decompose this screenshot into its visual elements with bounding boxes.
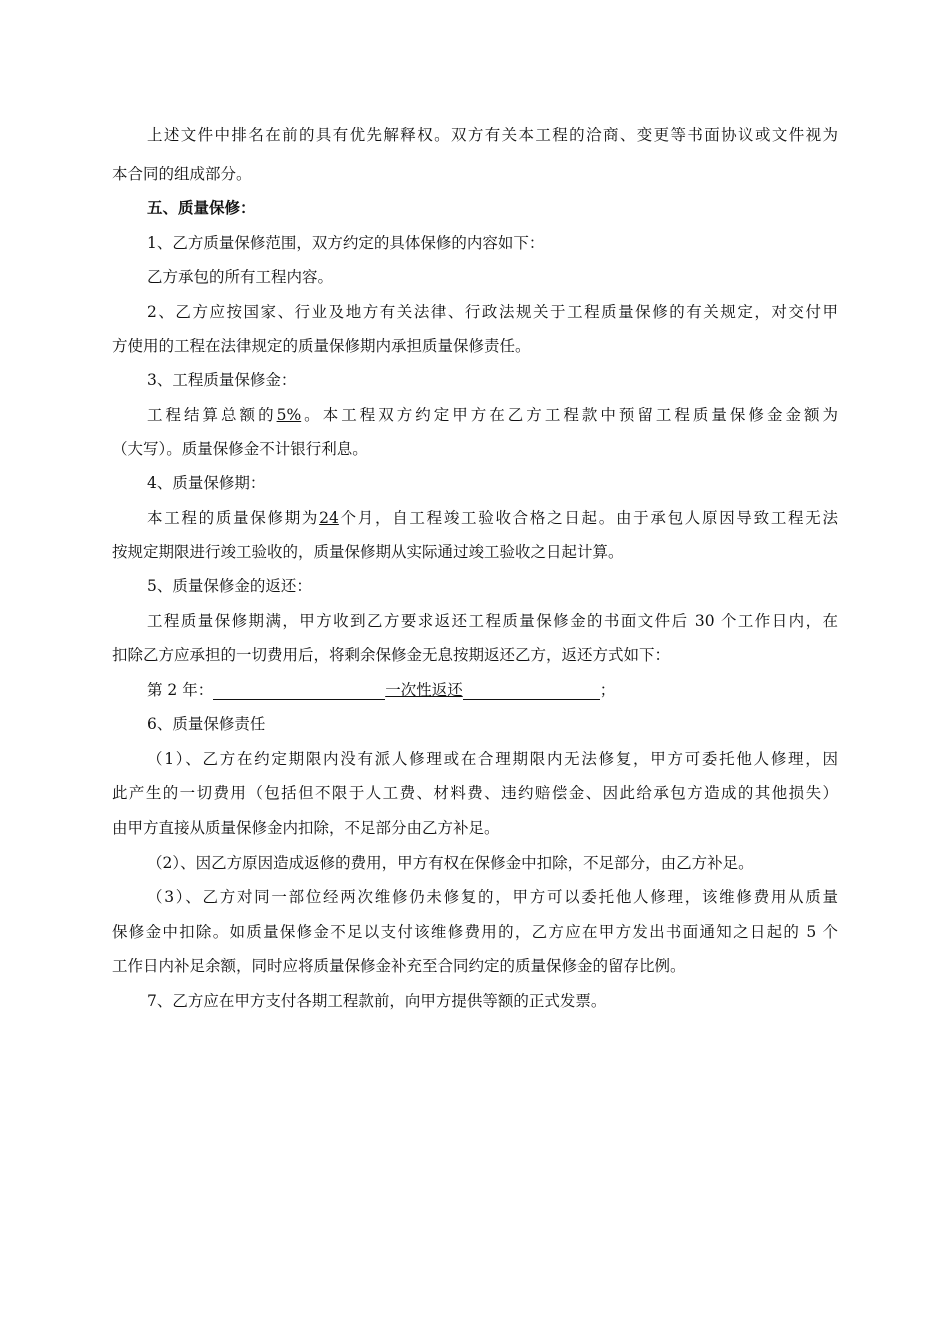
item1-content: 乙方承包的所有工程内容。	[147, 268, 334, 286]
text-span: 工程结算总额的	[147, 406, 277, 424]
item5-line: 扣除乙方应承担的一切费用后，将剩余保修金无息按期返还乙方，返还方式如下：	[112, 646, 671, 664]
text-span: 个月，自工程竣工验收合格之日起。由于承包人原因导致工程无法	[338, 509, 838, 527]
percentage-value: 5%	[276, 406, 302, 424]
item7-line: 7、乙方应在甲方支付各期工程款前，向甲方提供等额的正式发票。	[147, 992, 607, 1010]
return-method: 一次性返还	[385, 681, 463, 699]
text-span: 。本工程双方约定甲方在乙方工程款中预留工程质量保修金金额为	[301, 406, 838, 424]
item6-title: 6、质量保修责任	[147, 715, 266, 733]
item2-line: 方使用的工程在法律规定的质量保修期内承担质量保修责任。	[112, 337, 531, 355]
text-span: 本工程的质量保修期为	[147, 509, 320, 527]
item6-sub3-line: 保修金中扣除。如质量保修金不足以支付该维修费用的，乙方应在甲方发出书面通知之日起的 5 个	[112, 923, 838, 941]
item6-sub3-line: （3）、乙方对同一部位经两次维修仍未修复的，甲方可以委托他人修理，该维修费用从质量	[147, 888, 838, 906]
item5-title: 5、质量保修金的返还：	[147, 577, 312, 595]
section-title: 五、质量保修：	[147, 198, 256, 217]
item3-title: 3、工程质量保修金：	[147, 371, 297, 389]
item3-line: （大写）。质量保修金不计银行利息。	[112, 440, 368, 458]
item1-title: 1、乙方质量保修范围，双方约定的具体保修的内容如下：	[147, 234, 545, 252]
item2-line: 2、乙方应按国家、行业及地方有关法律、行政法规关于工程质量保修的有关规定，对交付甲	[147, 303, 838, 321]
item5-line: 工程质量保修期满，甲方收到乙方要求返还工程质量保修金的书面文件后 30 个工作日内，在	[147, 612, 838, 630]
item4-line: 按规定期限进行竣工验收的，质量保修期从实际通过竣工验收之日起计算。	[112, 543, 624, 561]
item6-sub3-line: 工作日内补足余额，同时应将质量保修金补充至合同约定的质量保修金的留存比例。	[112, 957, 686, 975]
item6-sub1-line: 此产生的一切费用（包括但不限于人工费、材料费、违约赔偿金、因此给承包方造成的其他损失）	[112, 784, 838, 802]
return-label: 第 2 年：	[147, 681, 214, 699]
item4-title: 4、质量保修期：	[147, 474, 266, 492]
paragraph-line: 上述文件中排名在前的具有优先解释权。双方有关本工程的洽商、变更等书面协议或文件视为	[147, 126, 838, 144]
item6-sub2-line: （2）、因乙方原因造成返修的费用，甲方有权在保修金中扣除，不足部分，由乙方补足。	[147, 854, 754, 872]
item3-line	[147, 405, 838, 425]
text-span: ；	[599, 681, 616, 699]
underline-blank	[213, 682, 385, 700]
item6-sub1-line: 由甲方直接从质量保修金内扣除，不足部分由乙方补足。	[112, 819, 500, 837]
underline-blank	[463, 682, 600, 700]
item4-line	[147, 508, 838, 528]
paragraph-line: 本合同的组成部分。	[112, 165, 252, 183]
return-schedule-line	[147, 680, 838, 700]
months-value: 24	[319, 509, 339, 527]
item6-sub1-line: （1）、乙方在约定期限内没有派人修理或在合理期限内无法修复，甲方可委托他人修理，因	[147, 750, 838, 768]
